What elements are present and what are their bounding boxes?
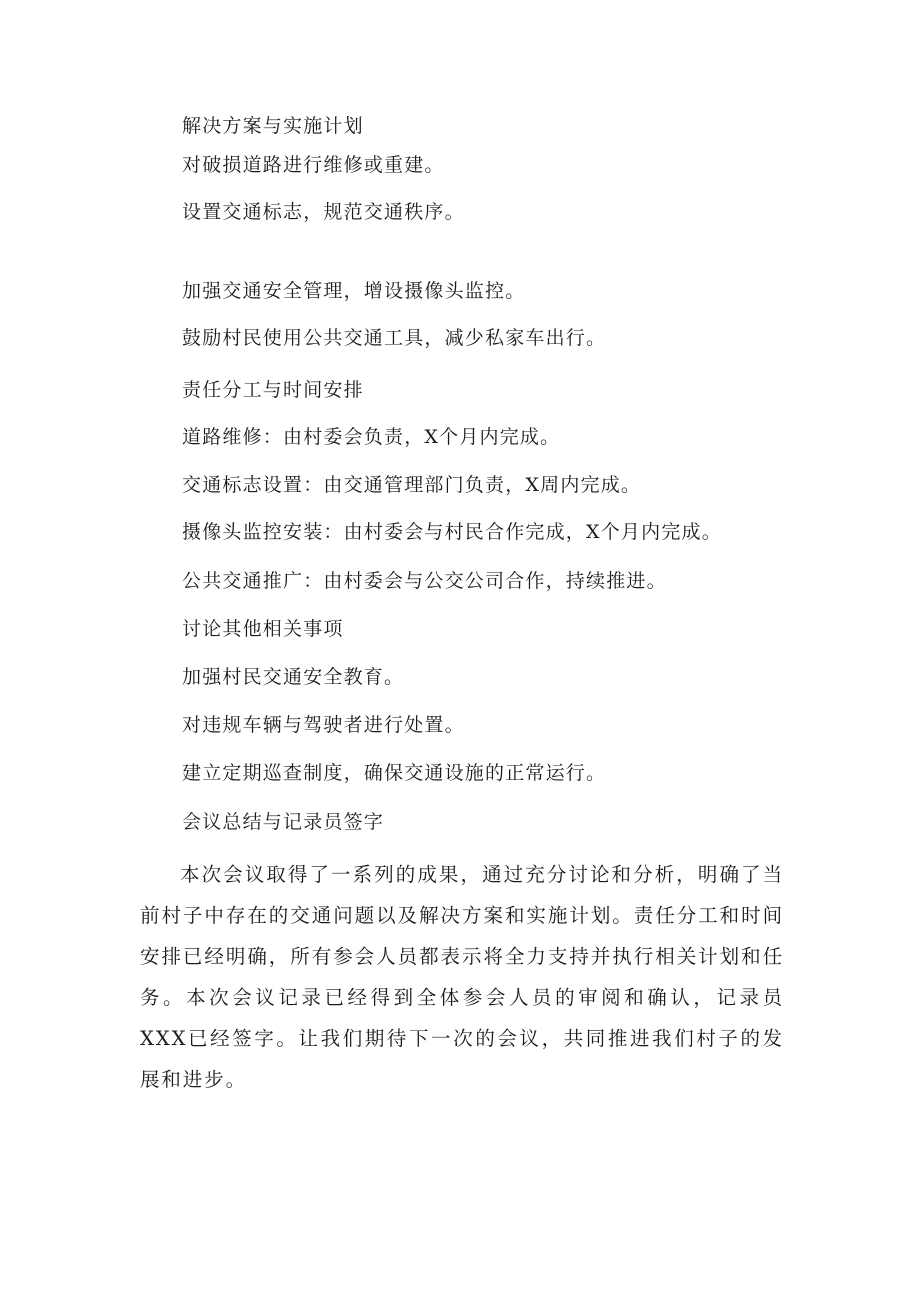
section-title-summary: 会议总结与记录员签字: [182, 811, 385, 833]
summary-paragraph: 本次会议取得了一系列的成果，通过充分讨论和分析，明确了当前村子中存在的交通问题以及解决方案和实施计划。责任分工和时间安排已经明确，所有参会人员都表示将全力支持并执行相关计划和任务。本次会议记录已经得到全体参会人员的审阅和确认，记录员XXX已经签字。让我们期待下一次的会议，共同推进我们村子的发展和进步。: [140, 863, 784, 1091]
other-item-2: 对违规车辆与驾驶者进行处置。: [182, 714, 465, 736]
section-title-other-matters: 讨论其他相关事项: [182, 618, 344, 640]
solution-item-1: 对破损道路进行维修或重建。: [182, 154, 445, 176]
solution-item-2: 设置交通标志，规范交通秩序。: [182, 201, 465, 223]
solution-item-4: 鼓励村民使用公共交通工具，减少私家车出行。: [182, 327, 607, 349]
responsibility-item-2: 交通标志设置：由交通管理部门负责，X周内完成。: [182, 474, 642, 496]
responsibility-item-4: 公共交通推广：由村委会与公交公司合作，持续推进。: [182, 570, 667, 592]
section-title-responsibility: 责任分工与时间安排: [182, 379, 364, 401]
section-title-solutions: 解决方案与实施计划: [182, 115, 364, 137]
other-item-1: 加强村民交通安全教育。: [182, 666, 405, 688]
solution-item-3: 加强交通安全管理，增设摄像头监控。: [182, 280, 526, 302]
other-item-3: 建立定期巡查制度，确保交通设施的正常运行。: [182, 762, 607, 784]
responsibility-item-1: 道路维修：由村委会负责，X个月内完成。: [182, 426, 561, 448]
responsibility-item-3: 摄像头监控安装：由村委会与村民合作完成，X个月内完成。: [182, 521, 722, 543]
